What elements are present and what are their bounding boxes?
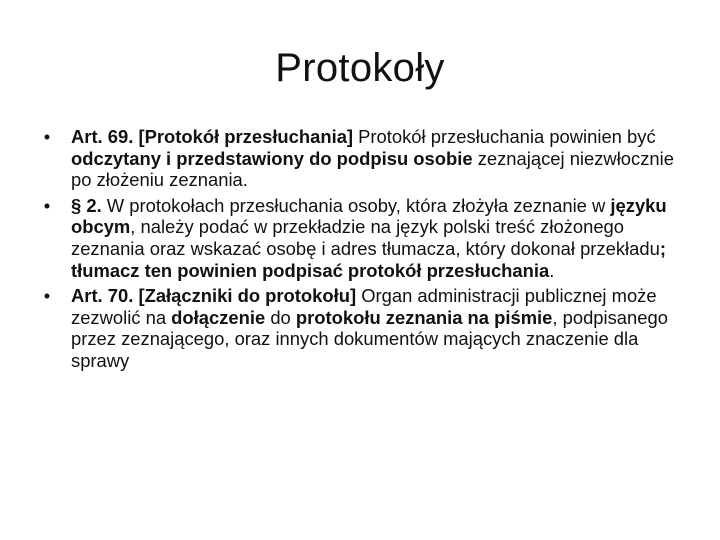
bullet-text-bold: języku obcym	[71, 194, 667, 238]
bullet-text-bold: Art. 69. [Protokół przesłuchania]	[71, 126, 354, 147]
bullet-text-bold: odczytany i przedstawiony do podpisu osobie	[71, 147, 473, 169]
bullet-text-regular: Organ administracji publicznej może zezwolić na	[71, 285, 657, 328]
bullet-item	[37, 285, 682, 371]
bullet-text-regular: zeznającej niezwłocznie po złożeniu zeznania.	[71, 147, 674, 191]
bullet-icon: •	[43, 126, 51, 147]
bullet-text-regular: , podpisanego przez zeznającego, oraz innych dokumentów mających znaczenie dla sprawy	[71, 306, 668, 371]
bullet-list	[37, 126, 682, 376]
bullet-item	[37, 195, 682, 281]
slide-title: Protokoły	[275, 46, 445, 90]
bullet-text-regular: , należy podać w przekładzie na język polski treść złożonego zeznania oraz wskazać osobę i adres tłumacza, który dokonał przekładu	[71, 216, 660, 259]
bullet-text	[71, 285, 668, 371]
bullet-text-bold: Art. 70. [Załączniki do protokołu]	[71, 285, 357, 307]
bullet-text-regular: do	[265, 306, 296, 328]
bullet-text-regular: W protokołach przesłuchania osoby, która złożyła zeznanie w	[101, 194, 611, 216]
bullet-text-regular: Protokół przesłuchania powinien być	[353, 126, 656, 147]
bullet-text-bold: § 2.	[71, 194, 102, 216]
bullet-icon: •	[43, 285, 51, 307]
bullet-icon: •	[43, 194, 51, 216]
bullet-text-bold: ; tłumacz ten powinien podpisać protokół przesłuchania	[71, 237, 666, 281]
bullet-text	[71, 126, 674, 190]
bullet-text-bold: dołączenie	[171, 306, 266, 328]
bullet-text	[71, 195, 667, 281]
bullet-text-regular: .	[549, 259, 555, 281]
bullet-text-bold: protokołu zeznania na piśmie	[295, 306, 553, 328]
bullet-item	[37, 126, 682, 191]
